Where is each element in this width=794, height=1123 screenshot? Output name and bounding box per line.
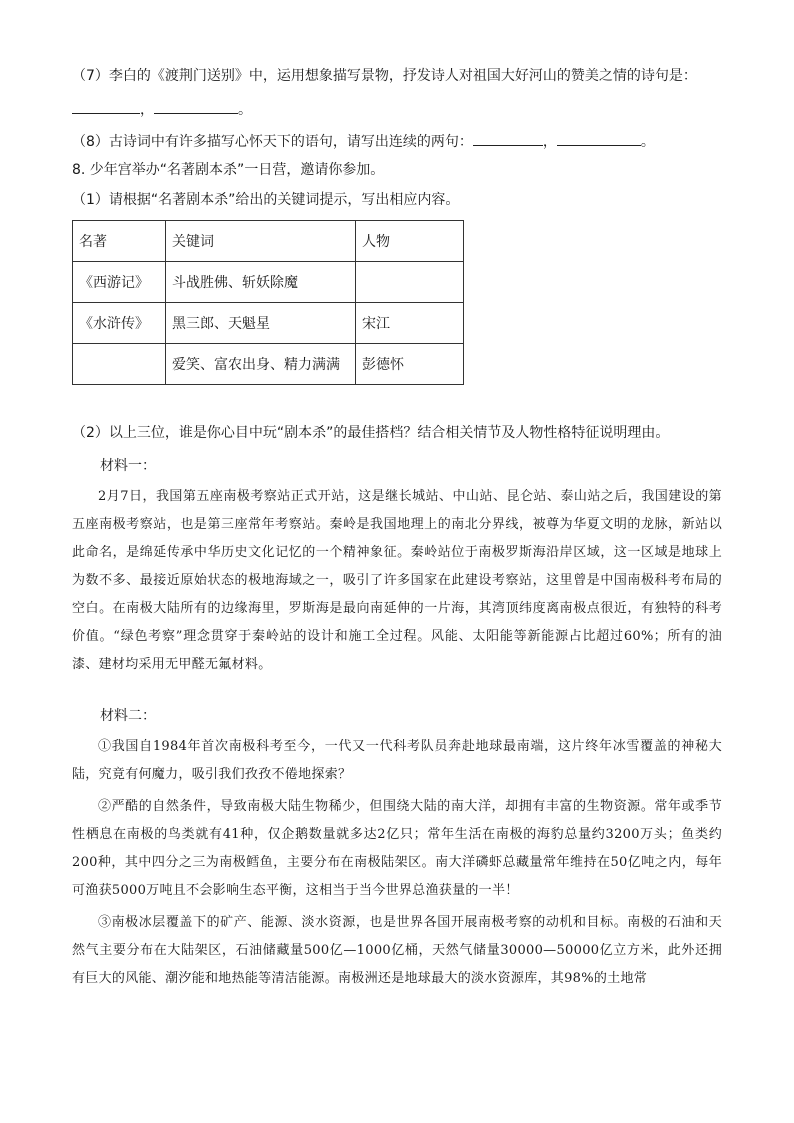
answer-blank[interactable]: [154, 99, 238, 114]
answer-blank[interactable]: [473, 131, 543, 146]
material-1-label: 材料一：: [100, 458, 156, 474]
part-1-instruction: （1）请根据“名著剧本杀”给出的关键词提示，写出相应内容。: [72, 192, 460, 208]
table-cell: 黑三郎、天魁星: [166, 303, 356, 344]
answer-blank[interactable]: [72, 99, 140, 114]
table-cell: 《水浒传》: [73, 303, 166, 344]
material-2-label: 材料二：: [100, 708, 156, 724]
material-2-paragraph-1: ①我国自1984年首次南极科考至今，一代又一代科考队员奔赴地球最南端，这片终年冰雪覆盖的神秘大陆，究竟有何魔力，吸引我们孜孜不倦地探索？: [72, 739, 722, 782]
question-7: [72, 66, 697, 86]
header-cell: 关键词: [166, 221, 356, 262]
table-row: [73, 303, 464, 344]
table-cell: 爱笑、富农出身、精力满满: [166, 344, 356, 385]
material-2-paragraph-3: ③南极冰层覆盖下的矿产、能源、淡水资源，也是世界各国开展南极考察的动机和目标。南极的石油和天然气主要分布在大陆架区，石油储藏量500亿—1000亿桶，天然气储量30000—50000亿立方米，此外还拥有巨大的风能、潮汐能和地热能等清洁能源。南极洲还是地球最大的淡水资源库，其98%的土地常: [72, 915, 722, 986]
material-2-paragraph-2: ②严酷的自然条件，导致南极大陆生物稀少，但围绕大陆的南大洋，却拥有丰富的生物资源。常年或季节性栖息在南极的鸟类就有41种，仅企鹅数量就多达2亿只；常年生活在南极的海豹总量约3200万头；鱼类约200种，其中四分之三为南极鳕鱼，主要分布在南极陆架区。南大洋磷虾总藏量常年维持在50亿吨之内，每年可渔获5000万吨且不会影响生态平衡，这相当于当今世界总渔获量的一半！: [72, 799, 722, 898]
table-cell: 《西游记》: [73, 262, 166, 303]
question-7-answer: [72, 99, 252, 120]
table-row: [73, 262, 464, 303]
novel-keyword-table: [72, 220, 464, 385]
part-2-instruction: （2）以上三位，谁是你心目中玩“剧本杀”的最佳搭档？结合相关情节及人物性格特征说明理由。: [72, 425, 670, 441]
table-cell: 彭德怀: [356, 344, 464, 385]
header-cell: 名著: [73, 221, 166, 262]
material-1-text: 2月7日，我国第五座南极考察站正式开站，这是继长城站、中山站、昆仑站、泰山站之后，我国建设的第五座南极考察站，也是第三座常年考察站。秦岭是我国地理上的南北分界线，被尊为华夏文明的龙脉，新站以此命名，是绵延传承中华历史文化记忆的一个精神象征。秦岭站位于南极罗斯海沿岸区域，这一区域是地球上为数不多、最接近原始状态的极地海域之一，吸引了许多国家在此建设考察站，这里曾是中国南极科考布局的空白。在南极大陆所有的边缘海里，罗斯海是最向南延伸的一片海，其湾顶纬度离南极点很近，有独特的科考价值。“绿色考察”理念贯穿于秦岭站的设计和施工全过程。风能、太阳能等新能源占比超过60%；所有的油漆、建材均采用无甲醛无氟材料。: [72, 489, 722, 672]
table-header-row: [73, 221, 464, 262]
separator: ，: [140, 102, 154, 118]
header-cell: 人物: [356, 221, 464, 262]
table-cell-answer[interactable]: [356, 262, 464, 303]
answer-blank[interactable]: [557, 131, 641, 146]
separator: ，: [542, 134, 557, 150]
table-cell: 斗战胜佛、斩妖除魔: [166, 262, 356, 303]
period: 。: [640, 134, 655, 150]
table-cell: 宋江: [356, 303, 464, 344]
table-cell-answer[interactable]: [73, 344, 166, 385]
question-8: [72, 131, 655, 152]
period: 。: [238, 102, 252, 118]
table-row: [73, 344, 464, 385]
question-7-text: （7）李白的《渡荆门送别》中，运用想象描写景物，抒发诗人对祖国大好河山的赞美之情的诗句是：: [72, 68, 697, 84]
question-8-text: （8）古诗词中有许多描写心怀天下的语句，请写出连续的两句：: [72, 134, 473, 150]
item-8-intro: 8. 少年宫举办“名著剧本杀”一日营，邀请你参加。: [72, 162, 385, 178]
